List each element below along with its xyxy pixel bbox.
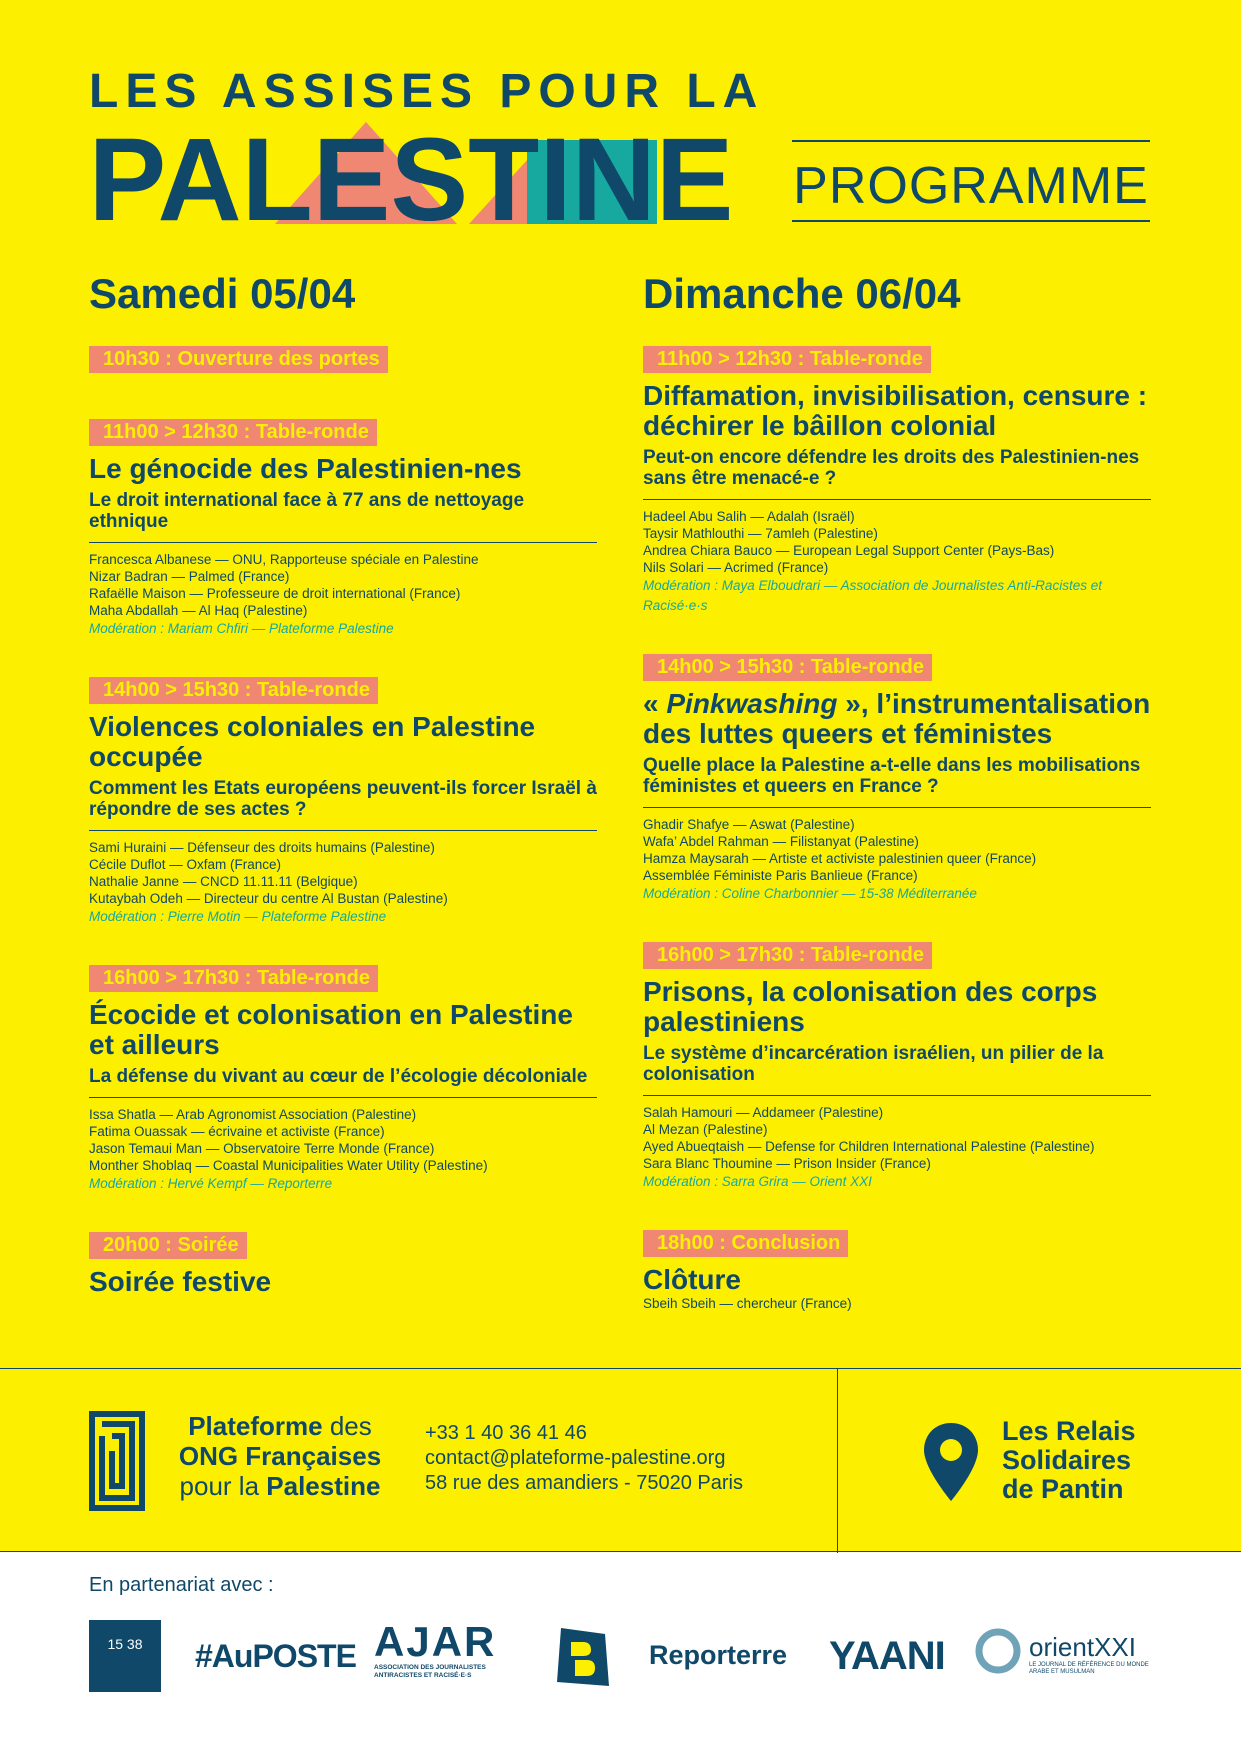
palestine-title-text: PALESTINE [89, 118, 734, 224]
session-title: Diffamation, invisibilisation, censure : déchirer le bâillon colonial [643, 380, 1148, 441]
speaker: Sara Blanc Thoumine — Prison Insider (France) [643, 1156, 931, 1171]
session-sat-1 [89, 346, 597, 381]
divider [89, 542, 597, 543]
partner-auposte-logo: #AuPOSTE [195, 1638, 356, 1674]
partner-ajar-logo [374, 1620, 514, 1680]
orientxxi-ring-icon [975, 1628, 1021, 1674]
session-title: Le génocide des Palestinien-nes [89, 453, 522, 484]
speaker: Cécile Duflot — Oxfam (France) [89, 857, 282, 872]
orientxxi-name: orientXXI [1029, 1632, 1136, 1662]
speaker: Nils Solari — Acrimed (France) [643, 560, 829, 575]
session-title: Soirée festive [89, 1266, 272, 1297]
title-emphasis: Pinkwashing [666, 688, 838, 719]
session-time: 20h00 : Soirée [89, 1232, 247, 1259]
speaker: Salah Hamouri — Addameer (Palestine) [643, 1105, 884, 1120]
session-time: 10h30 : Ouverture des portes [89, 346, 388, 373]
session-sun-1 [643, 346, 1151, 616]
speaker: Sbeih Sbeih — chercheur (France) [643, 1296, 852, 1311]
email-link[interactable]: contact@plateforme-palestine.org [425, 1447, 726, 1469]
partner-yaani-logo: YAANI [829, 1634, 945, 1678]
session-title: Clôture [643, 1264, 741, 1295]
speaker: Kutaybah Odeh — Directeur du centre Al Bustan (Palestine) [89, 891, 448, 906]
partner-1538-text: 15 38 [107, 1636, 143, 1652]
session-sun-2 [643, 654, 1151, 904]
speaker: Sami Huraini — Défenseur des droits humains (Palestine) [89, 840, 435, 855]
speaker: Maha Abdallah — Al Haq (Palestine) [89, 603, 308, 618]
venue-line: Solidaires [1002, 1445, 1132, 1475]
session-sat-3 [89, 677, 597, 927]
speaker: Assemblée Féministe Paris Banlieue (France) [643, 868, 918, 883]
poster-kicker: LES ASSISES POUR LA [89, 65, 765, 118]
session-subtitle: Le système d’incarcération israélien, un pilier de la colonisation [643, 1043, 1104, 1085]
footer-divider [837, 1369, 838, 1553]
divider [89, 1097, 597, 1098]
moderation: Modération : Maya Elboudrari — Association de Journalistes Anti-Racistes et Racisé·e·s [643, 578, 1102, 613]
map-pin-icon [922, 1421, 980, 1503]
title-prefix: « [643, 688, 667, 719]
speaker: Al Mezan (Palestine) [643, 1122, 768, 1137]
speaker: Nizar Badran — Palmed (France) [89, 569, 290, 584]
programme-label: PROGRAMME [793, 157, 1149, 215]
session-sat-5 [89, 1232, 597, 1297]
speaker: Ghadir Shafye — Aswat (Palestine) [643, 817, 855, 832]
speaker: Ayed Abueqtaish — Defense for Children International Palestine (Palestine) [643, 1139, 1095, 1154]
plateforme-logo-icon [89, 1411, 145, 1511]
ajar-title: AJAR [374, 1618, 497, 1665]
session-title: Violences coloniales en Palestine occupée [89, 711, 536, 772]
session-time: 18h00 : Conclusion [643, 1230, 848, 1257]
session-title [643, 689, 1151, 749]
divider [89, 830, 597, 831]
speaker: Andrea Chiara Bauco — European Legal Support Center (Pays-Bas) [643, 543, 1055, 558]
org-line3: pour la [179, 1471, 267, 1501]
partners-label: En partenariat avec : [89, 1574, 274, 1596]
footer [0, 1368, 1241, 1552]
partner-reporterre-logo: Reporterre [649, 1640, 788, 1670]
session-time: 16h00 > 17h30 : Table-ronde [643, 942, 932, 969]
speaker: Monther Shoblaq — Coastal Municipalities Water Utility (Palestine) [89, 1158, 488, 1173]
session-subtitle: Quelle place la Palestine a-t-elle dans les mobilisations féministes et queers en France ? [643, 755, 1141, 797]
speaker: Hadeel Abu Salih — Adalah (Israël) [643, 509, 855, 524]
speaker: Francesca Albanese — ONU, Rapporteuse spéciale en Palestine [89, 552, 479, 567]
session-subtitle: La défense du vivant au cœur de l’écologie décoloniale [89, 1066, 588, 1087]
moderation: Modération : Pierre Motin — Plateforme Palestine [89, 909, 387, 924]
organisation-name [160, 1411, 400, 1501]
speaker: Nathalie Janne — CNCD 11.11.11 (Belgique) [89, 874, 358, 889]
speaker: Rafaëlle Maison — Professeure de droit international (France) [89, 586, 461, 601]
speaker: Jason Temaui Man — Observatoire Terre Monde (France) [89, 1141, 435, 1156]
speaker: Taysir Mathlouthi — 7amleh (Palestine) [643, 526, 878, 541]
session-title: Écocide et colonisation en Palestine et ailleurs [89, 999, 573, 1060]
phone[interactable]: +33 1 40 36 41 46 [425, 1422, 587, 1444]
divider [643, 807, 1151, 808]
programme-box [792, 140, 1150, 222]
org-line3-bold: Palestine [266, 1471, 381, 1501]
session-time: 11h00 > 12h30 : Table-ronde [89, 419, 377, 446]
moderation: Modération : Sarra Grira — Orient XXI [643, 1174, 872, 1189]
moderation: Modération : Mariam Chfiri — Plateforme Palestine [89, 621, 394, 636]
speaker: Hamza Maysarah — Artiste et activiste palestinien queer (France) [643, 851, 1037, 866]
orientxxi-subtitle: LE JOURNAL DE RÉFÉRENCE DU MONDE ARABE ET MUSULMAN [1029, 1662, 1149, 1675]
speaker: Fatima Ouassak — écrivaine et activiste (France) [89, 1124, 385, 1139]
session-subtitle: Peut-on encore défendre les droits des Palestinien-nes sans être menacé-e ? [643, 447, 1140, 489]
session-time: 14h00 > 15h30 : Table-ronde [89, 677, 378, 704]
session-subtitle: Comment les Etats européens peuvent-ils forcer Israël à répondre de ses actes ? [89, 778, 597, 820]
session-time: 16h00 > 17h30 : Table-ronde [89, 965, 378, 992]
moderation: Modération : Hervé Kempf — Reporterre [89, 1176, 333, 1191]
partner-1538-logo [89, 1620, 161, 1692]
moderation: Modération : Coline Charbonnier — 15-38 Méditerranée [643, 886, 977, 901]
session-time: 14h00 > 15h30 : Table-ronde [643, 654, 932, 681]
org-line2: ONG Françaises [178, 1441, 382, 1471]
venue-name [1002, 1417, 1136, 1504]
divider [643, 499, 1151, 500]
address: 58 rue des amandiers - 75020 Paris [425, 1472, 743, 1494]
session-sat-2 [89, 419, 597, 639]
saturday-heading: Samedi 05/04 [89, 270, 356, 317]
session-title: Prisons, la colonisation des corps palestiniens [643, 976, 1098, 1037]
saturday-column [89, 270, 597, 1335]
venue-line: de Pantin [1002, 1474, 1124, 1504]
session-sun-3 [643, 942, 1151, 1192]
org-line1-bold: Plateforme [188, 1411, 323, 1441]
sunday-column [643, 270, 1151, 1350]
ajar-subtitle: ASSOCIATION DES JOURNALISTES ANTIRACISTES ET RACISÉ·E·S [374, 1664, 486, 1679]
speaker: Issa Shatla — Arab Agronomist Association (Palestine) [89, 1107, 417, 1122]
title-suffix: », l’instrumentalisation des luttes queers et féministes [643, 688, 1151, 749]
session-sun-4 [643, 1230, 1151, 1312]
palestine-title-logo [89, 118, 734, 224]
divider [643, 1095, 1151, 1096]
session-subtitle: Le droit international face à 77 ans de nettoyage ethnique [89, 490, 525, 532]
partner-logos [89, 1620, 1151, 1692]
org-line1: des [322, 1411, 372, 1441]
partner-badge-icon [553, 1624, 613, 1690]
speaker: Wafa’ Abdel Rahman — Filistanyat (Palestine) [643, 834, 919, 849]
session-time: 11h00 > 12h30 : Table-ronde [643, 346, 931, 373]
venue-line: Les Relais [1002, 1416, 1136, 1446]
contact-block [425, 1421, 743, 1496]
sunday-heading: Dimanche 06/04 [643, 270, 961, 317]
session-sat-4 [89, 965, 597, 1194]
